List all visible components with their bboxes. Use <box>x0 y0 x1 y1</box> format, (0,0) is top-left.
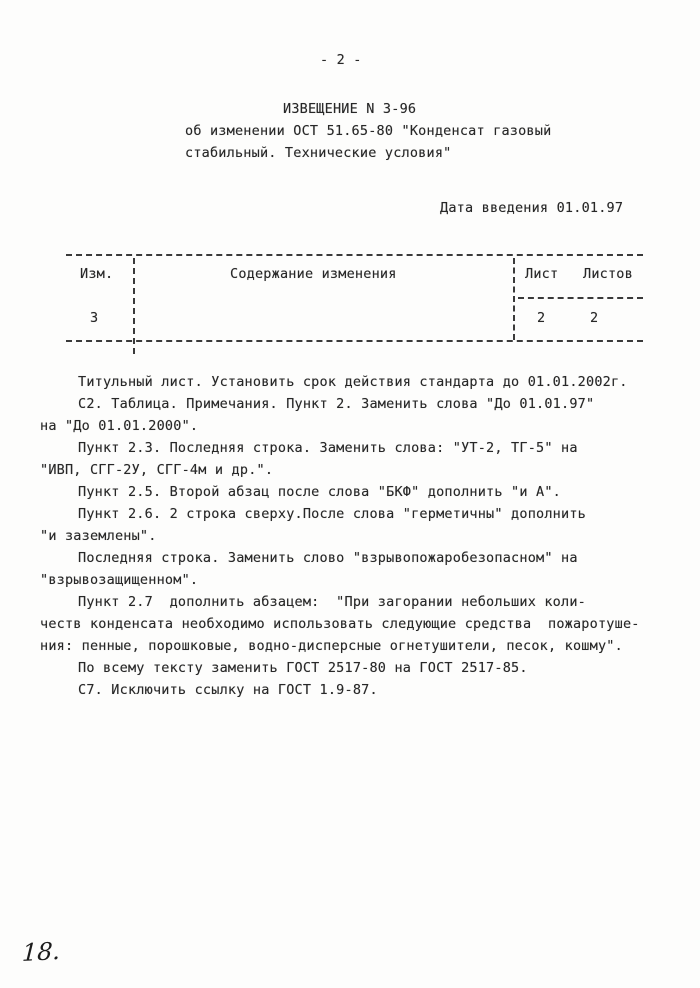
body-text-line: на "До 01.01.2000". <box>40 418 199 434</box>
body-text <box>40 371 640 701</box>
table-column-divider-left <box>133 258 135 354</box>
table-top-border <box>66 254 643 256</box>
table-bottom-border <box>66 340 643 342</box>
table-row-list-value: 2 <box>537 310 546 326</box>
body-text-line: "ИВП, СГГ-2У, СГГ-4м и др.". <box>40 462 274 478</box>
table-row-izm-value: 3 <box>90 310 99 326</box>
notice-title: ИЗВЕЩЕНИЕ N 3-96 <box>283 101 417 117</box>
body-text-line: "и заземлены". <box>40 528 157 544</box>
body-text-line: Пункт 2.5. Второй абзац после слова "БКФ" дополнить "и А". <box>78 484 562 500</box>
notice-subtitle-line2: стабильный. Технические условия" <box>185 145 452 161</box>
change-table <box>66 254 643 354</box>
effective-date: Дата введения 01.01.97 <box>440 200 624 216</box>
body-text-line: ния: пенные, порошковые, водно-дисперсные огнетушители, песок, кошму". <box>40 638 623 654</box>
body-text-line: Пункт 2.6. 2 строка сверху.После слова "герметичны" дополнить <box>78 506 586 522</box>
title-block <box>185 98 551 164</box>
body-text-line: "взрывозащищенном". <box>40 572 199 588</box>
body-text-line: честв конденсата необходимо использовать следующие средства пожаротуше- <box>40 616 640 632</box>
body-text-line: С2. Таблица. Примечания. Пункт 2. Заменить слова "До 01.01.97" <box>78 396 595 412</box>
table-header-list: Лист <box>525 266 559 282</box>
body-text-line: По всему тексту заменить ГОСТ 2517-80 на ГОСТ 2517-85. <box>78 660 528 676</box>
body-text-line: С7. Исключить ссылку на ГОСТ 1.9-87. <box>78 682 378 698</box>
body-text-line: Пункт 2.7 дополнить абзацем: "При загорании небольших коли- <box>78 594 586 610</box>
handwritten-page-note: 18. <box>21 936 61 968</box>
table-column-divider-right <box>513 258 515 340</box>
table-header-content: Содержание изменения <box>230 266 397 282</box>
table-header-listov: Листов <box>583 266 633 282</box>
body-text-line: Пункт 2.3. Последняя строка. Заменить слова: "УТ-2, ТГ-5" на <box>78 440 578 456</box>
table-header-izm: Изм. <box>80 266 114 282</box>
body-text-line: Титульный лист. Установить срок действия стандарта до 01.01.2002г. <box>78 374 628 390</box>
table-sheet-subdivider <box>518 297 643 299</box>
notice-subtitle-line1: об изменении ОСТ 51.65-80 "Конденсат газовый <box>185 123 552 139</box>
page-number: - 2 - <box>320 52 362 68</box>
table-row-listov-value: 2 <box>590 310 599 326</box>
body-text-line: Последняя строка. Заменить слово "взрывопожаробезопасном" на <box>78 550 578 566</box>
